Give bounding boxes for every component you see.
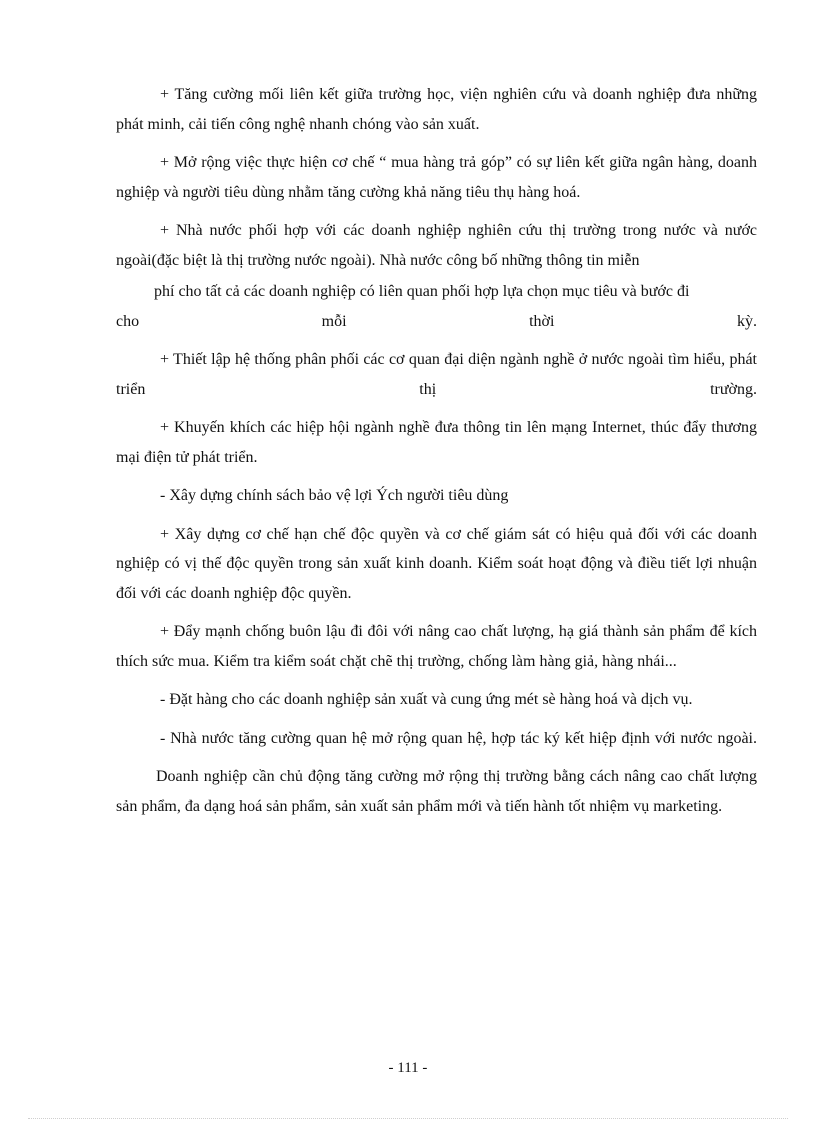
- paragraph-10: + Đẩy mạnh chống buôn lậu đi đôi với nâng cao chất lượng, hạ giá thành sản phẩm để kích thích sức mua. Kiểm tra kiểm soát chặt chẽ thị trường, chống làm hàng giả, hàng nhái...: [116, 623, 757, 670]
- page-body: [116, 80, 757, 830]
- page-number: - 111 -: [388, 1060, 428, 1076]
- page-bottom-rule: [28, 1118, 788, 1119]
- paragraph-5: cho mỗi thời kỳ.: [116, 312, 757, 330]
- paragraph-1: + Tăng cường mối liên kết giữa trường học, viện nghiên cứu và doanh nghiệp đưa những phát minh, cải tiến công nghệ nhanh chóng vào sản xuất.: [116, 86, 757, 133]
- paragraph-7: + Khuyến khích các hiệp hội ngành nghề đưa thông tin lên mạng Internet, thúc đẩy thương mại điện tử phát triển.: [116, 419, 757, 466]
- paragraph-13: Doanh nghiệp cần chủ động tăng cường mở rộng thị trường bằng cách nâng cao chất lượng sản phẩm, đa dạng hoá sản phẩm, sản xuất sản phẩm mới và tiến hành tốt nhiệm vụ marketing.: [116, 768, 757, 815]
- paragraph-11: - Đặt hàng cho các doanh nghiệp sản xuất và cung ứng mét sè hàng hoá và dịch vụ.: [160, 691, 693, 708]
- paragraph-8: - Xây dựng chính sách bảo vệ lợi Ých người tiêu dùng: [160, 487, 509, 504]
- paragraph-4: phí cho tất cả các doanh nghiệp có liên quan phối hợp lựa chọn mục tiêu và bước đi: [154, 283, 690, 300]
- paragraph-12: - Nhà nước tăng cường quan hệ mở rộng quan hệ, hợp tác ký kết hiệp định với nước ngoài.: [160, 729, 757, 747]
- paragraph-3: + Nhà nước phối hợp với các doanh nghiệp nghiên cứu thị trường trong nước và nước ngoài(đặc biệt là thị trường nước ngoài). Nhà nước công bố những thông tin miễn: [116, 222, 757, 269]
- paragraph-6: + Thiết lập hệ thống phân phối các cơ quan đại diện ngành nghề ở nước ngoài tìm hiểu, phát triển thị trường.: [116, 351, 757, 398]
- paragraph-2: + Mở rộng việc thực hiện cơ chế “ mua hàng trả góp” có sự liên kết giữa ngân hàng, doanh nghiệp và người tiêu dùng nhằm tăng cường khả năng tiêu thụ hàng hoá.: [116, 154, 757, 201]
- paragraph-9: + Xây dựng cơ chế hạn chế độc quyền và cơ chế giám sát có hiệu quả đối với các doanh nghiệp có vị thế độc quyền trong sản xuất kinh doanh. Kiểm soát hoạt động và điều tiết lợi nhuận đối với các doanh nghiệp độc quyền.: [116, 525, 757, 602]
